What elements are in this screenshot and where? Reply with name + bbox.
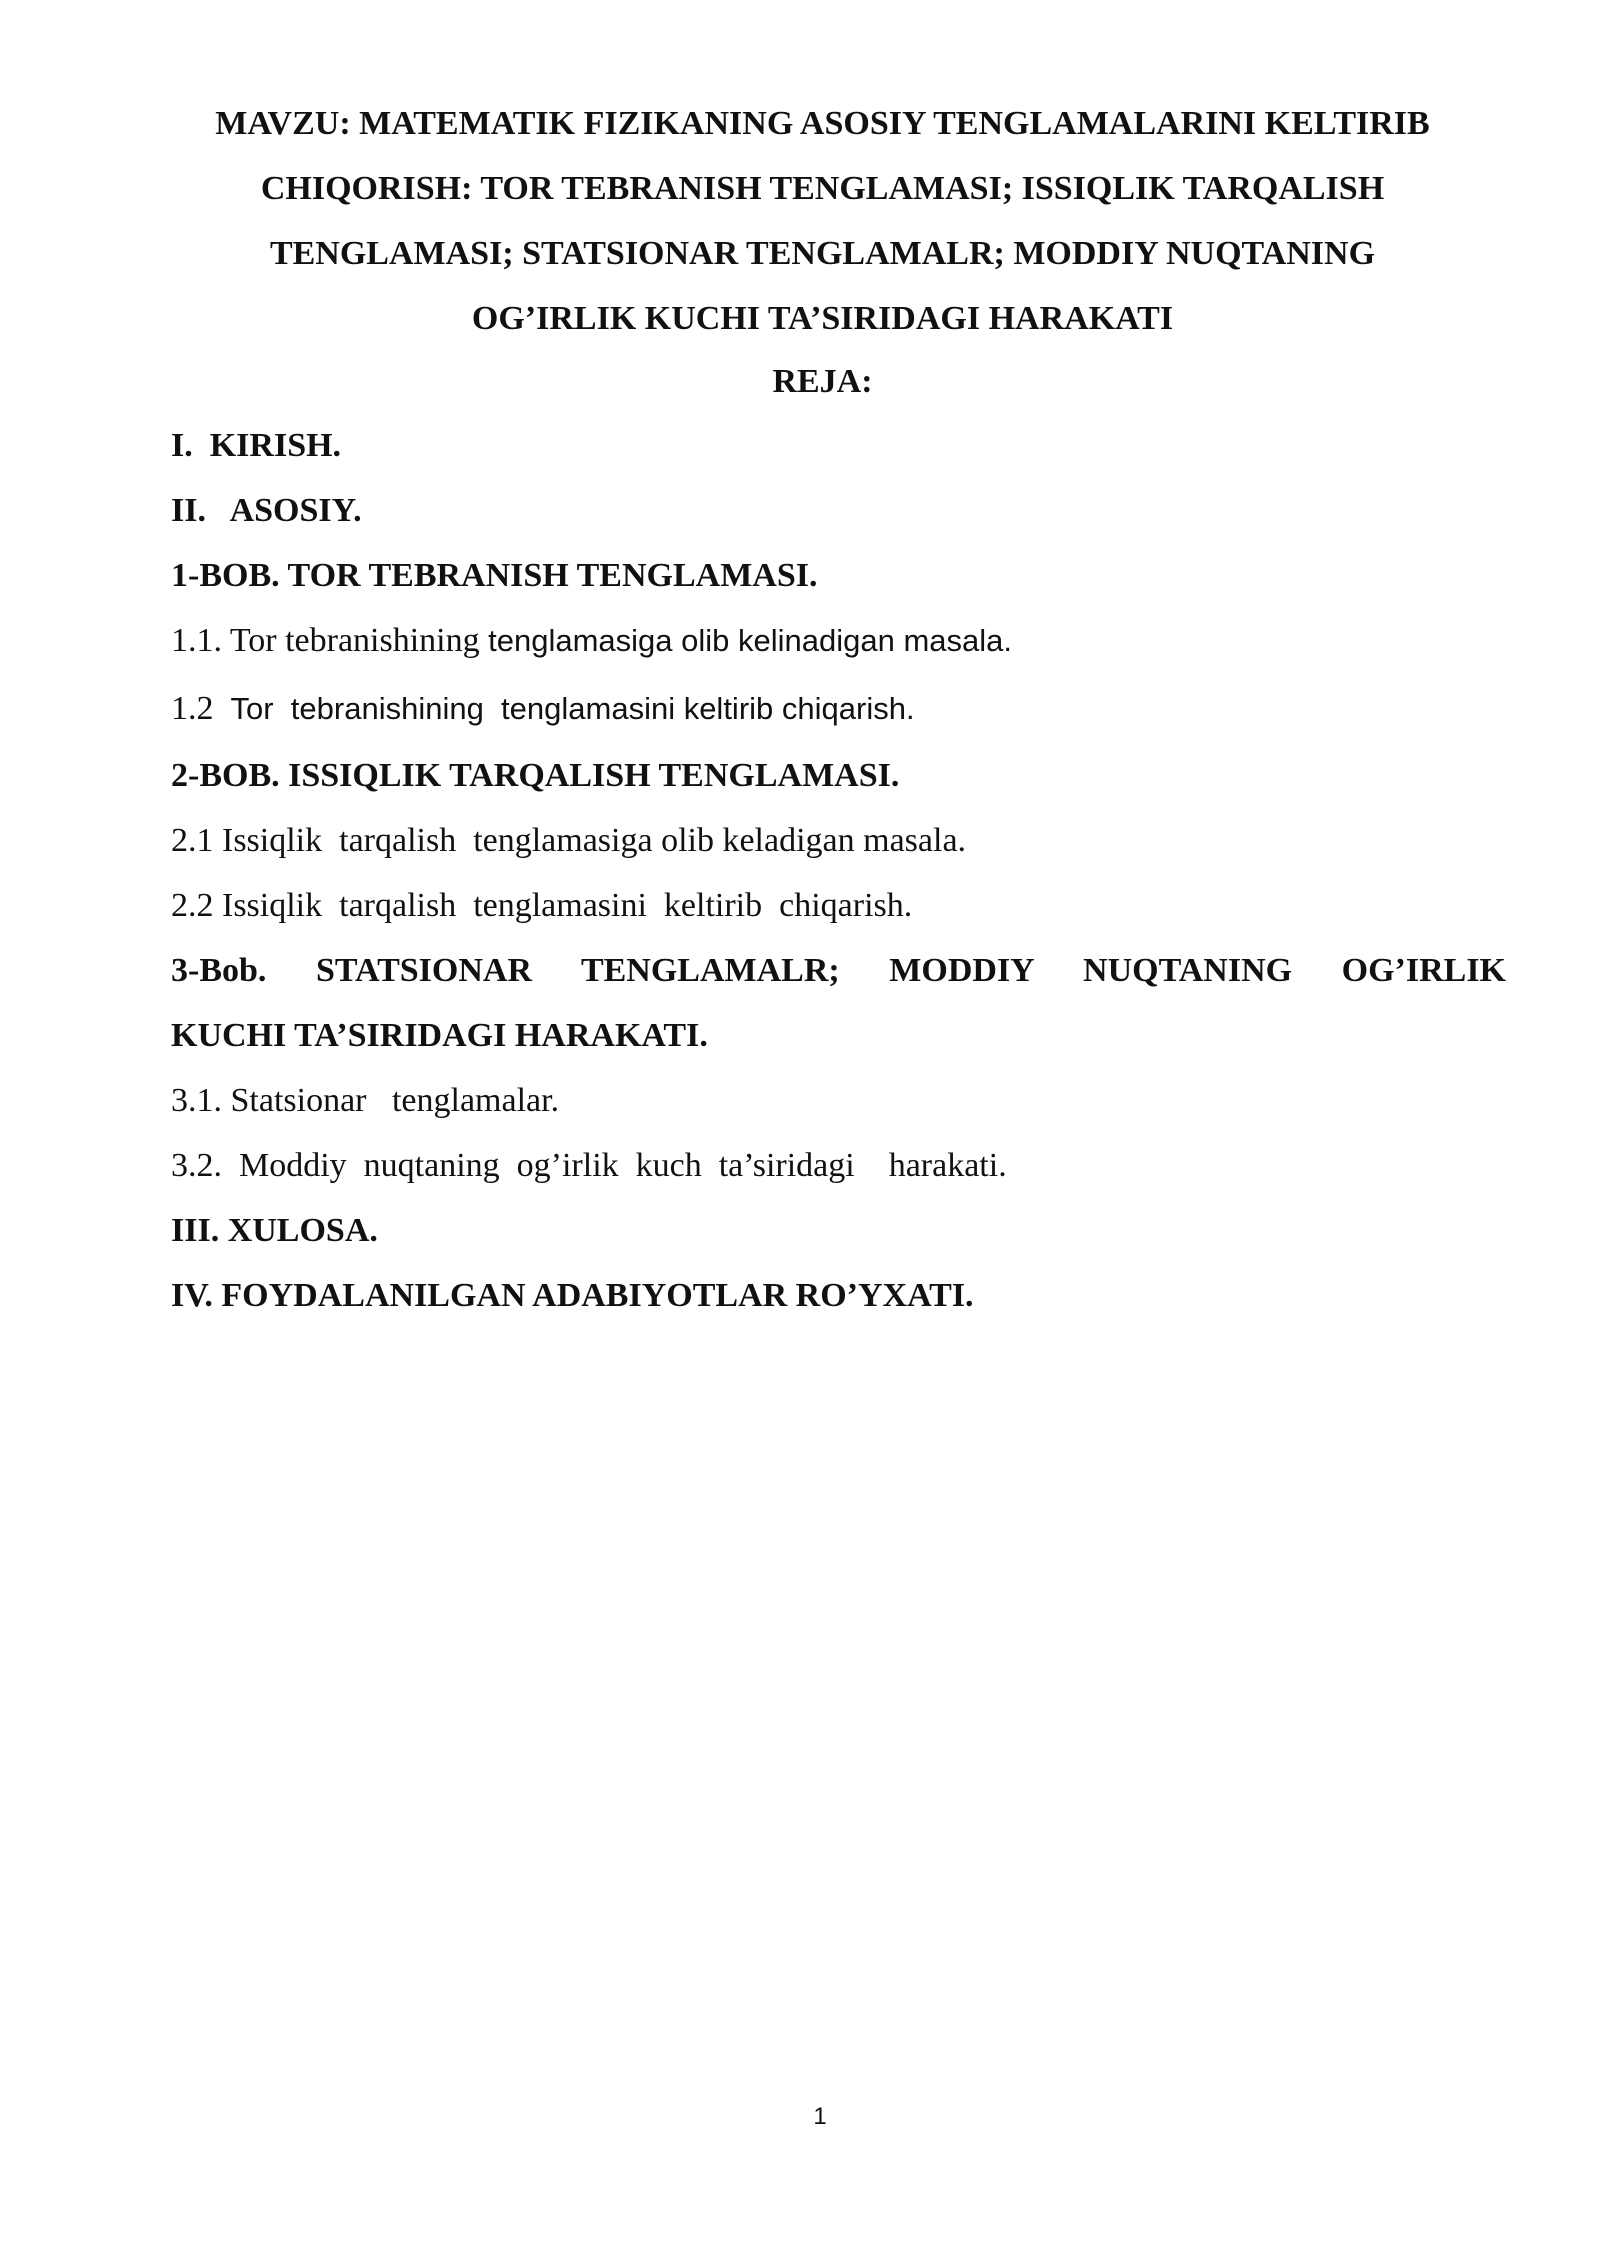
title-line-2: CHIQORISH: TOR TEBRANISH TENGLAMASI; ISSIQLIK TARQALISH <box>260 170 1385 207</box>
title-line-1: MAVZU: MATEMATIK FIZIKANING ASOSIY TENGLAMALARINI KELTIRIB <box>215 105 1430 142</box>
chapter1-item-2 <box>171 676 915 741</box>
title-line-3: TENGLAMASI; STATSIONAR TENGLAMALR; MODDIY NUQTANING <box>269 235 1376 272</box>
chapter1-item-1 <box>171 608 1012 673</box>
chapter2-item-2: 2.2 Issiqlik tarqalish tenglamasini keltirib chiqarish. <box>171 887 913 924</box>
title-line-4: OG’IRLIK KUCHI TA’SIRIDAGI HARAKATI <box>471 300 1174 337</box>
chapter2-item-1: 2.1 Issiqlik tarqalish tenglamasiga olib keladigan masala. <box>171 822 967 859</box>
chapter3-item-1: 3.1. Statsionar tenglamalar. <box>171 1082 560 1119</box>
chapter1-item-2-text: Tor tebranishining tenglamasini keltirib chiqarish. <box>230 691 915 726</box>
page-number: 1 <box>813 2103 827 2130</box>
section-conclusion: III. XULOSA. <box>171 1212 378 1249</box>
section-references: IV. FOYDALANILGAN ADABIYOTLAR RO’YXATI. <box>171 1277 974 1314</box>
chapter1-item-2-prefix: 1.2 <box>171 690 231 727</box>
section-main: II. ASOSIY. <box>171 492 362 529</box>
chapter1-item-1-text: tenglamasiga olib kelinadigan masala. <box>488 623 1013 658</box>
chapter3-item-2: 3.2. Moddiy nuqtaning og’irlik kuch ta’siridagi harakati. <box>171 1147 1007 1184</box>
plan-heading: REJA: <box>772 363 873 400</box>
section-intro: I. KIRISH. <box>171 427 342 464</box>
chapter1-item-1-prefix: 1.1. Tor tebranishining <box>171 622 489 659</box>
chapter2-heading: 2-BOB. ISSIQLIK TARQALISH TENGLAMASI. <box>171 757 900 794</box>
chapter3-heading-line-1: 3-Bob. STATSIONAR TENGLAMALR; MODDIY NUQTANING OG’IRLIK <box>171 952 1506 989</box>
chapter3-heading-line-2: KUCHI TA’SIRIDAGI HARAKATI. <box>171 1017 708 1054</box>
page-title <box>120 91 1525 351</box>
chapter1-heading: 1-BOB. TOR TEBRANISH TENGLAMASI. <box>171 557 818 594</box>
